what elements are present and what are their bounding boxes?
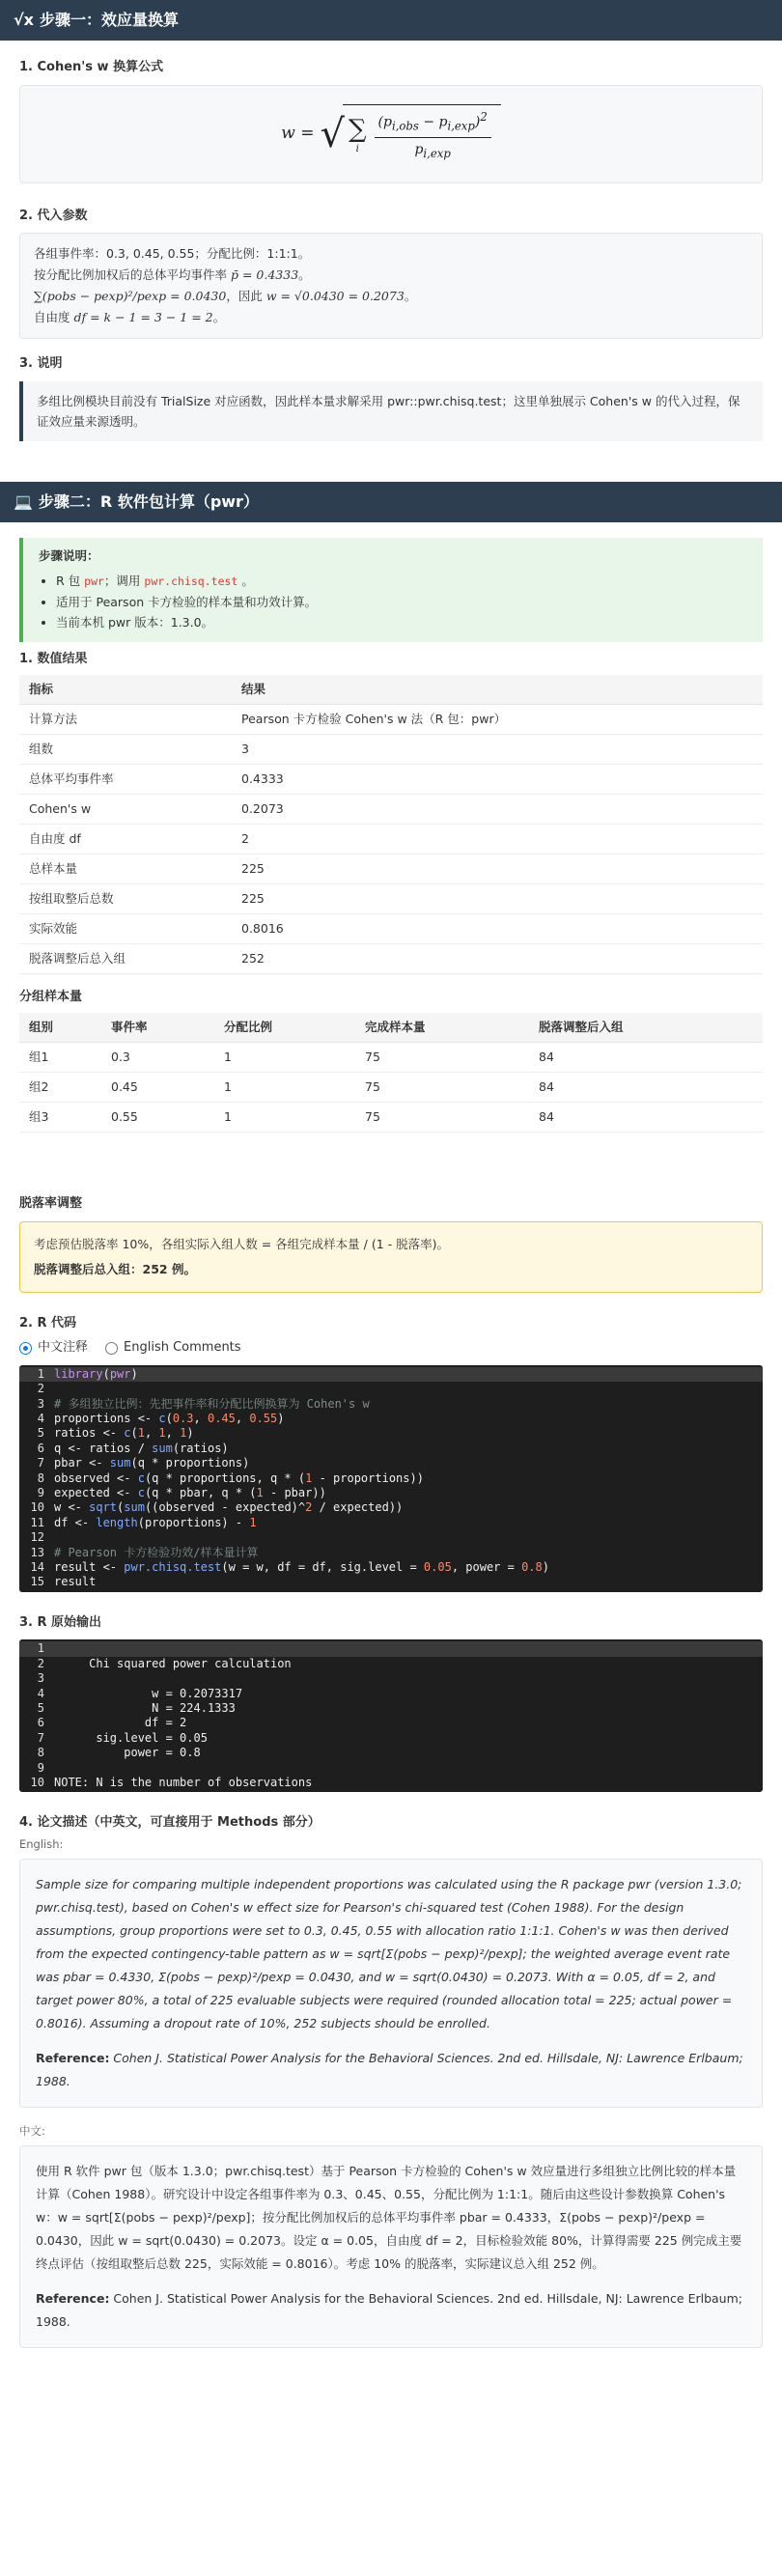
- group-header: 事件率: [101, 1013, 214, 1043]
- group-header: 组别: [19, 1013, 101, 1043]
- radio-chinese-label[interactable]: 中文注释: [38, 1340, 89, 1356]
- english-body: Sample size for comparing multiple independent proportions was calculated using the R package pwr (version 1.3.0; pwr.chisq.test), based on Cohen's w effect size for Pearson's chi-squared test (Cohen 1988). For the design assumptions, group proportions were set to 0.3, 0.45, 0.55 with allocation ratio 1:1:1. Cohen's w was then derived from the expected contingency-table pattern as w = sqrt[Σ(pobs − pexp)²/pexp]; the weighted average event rate was pbar = 0.4330, Σ(pobs − pexp)²/pexp = 0.0430, and w = sqrt(0.0430) = 0.2073. With α = 0.05, df = 2, and target power 80%, a total of 225 evaluable subjects were required (rounded allocation total = 225; actual power = 0.8016). Assuming a dropout rate of 10%, 252 subjects should be enrolled.: [36, 1877, 742, 2031]
- step-info-item: • R 包 pwr；调用 pwr.chisq.test 。: [56, 571, 747, 592]
- table-row: 脱落调整后总入组 252: [19, 944, 763, 974]
- table-row: 按组取整后总数 225: [19, 884, 763, 914]
- radio-chinese[interactable]: [19, 1342, 32, 1355]
- code-subtitle: 2. R 代码: [19, 1315, 77, 1330]
- table-row: 计算方法 Pearson 卡方检验 Cohen's w 法（R 包：pwr）: [19, 705, 763, 735]
- formula-subtitle: 1. Cohen's w 换算公式: [19, 60, 164, 74]
- results-header: 结果: [232, 675, 763, 705]
- table-row: 总体平均事件率 0.4333: [19, 765, 763, 795]
- table-row: 组3 0.55 1 75 84: [19, 1103, 763, 1133]
- note-subtitle: 3. 说明: [19, 356, 63, 371]
- english-description: [19, 1859, 763, 2108]
- chinese-reference: Reference: Cohen J. Statistical Power Analysis for the Behavioral Sciences. 2nd ed. Hillsdale, NJ: Lawrence Erlbaum; 1988.: [36, 2291, 742, 2330]
- dropout-line-1: 考虑预估脱落率 10%，各组实际入组人数 = 各组完成样本量 / (1 - 脱落率)。: [34, 1236, 449, 1251]
- params-line-1: 各组事件率：0.3, 0.45, 0.55；分配比例：1:1:1。: [34, 246, 311, 261]
- r-code-editor[interactable]: 1 library(pwr) 2 3 # 多组独立比例：先把事件率和分配比例换算为 Cohen's w 4 proportions <- c(0.3, 0.45, 0.55) 5 ratios <- c(1, 1, 1) 6 q <- ratios / sum(ratios) 7 pbar <- sum(q * proportions) 8 observed <- c(q * proportions, q * (1 - proportions)) 9 expected <- c(q * pbar, q * (1 - pbar)) 10 w <- sqrt(sum((observed - expected)^2 / expected)) 11 df <- length(proportions) - 1 12 13 # Pearson 卡方检验功效/样本量计算 14 result <- pwr.chisq.test(w = w, df = df, sig.level = 0.05, power = 0.8) 15 result: [19, 1365, 763, 1592]
- group-header: 分配比例: [214, 1013, 355, 1043]
- paper-subtitle: 4. 论文描述（中英文，可直接用于 Methods 部分）: [19, 1815, 321, 1831]
- dropout-subtitle: 脱落率调整: [19, 1196, 83, 1212]
- chinese-label: 中文:: [19, 2124, 45, 2139]
- table-row: 组数 3: [19, 735, 763, 765]
- params-box: [19, 233, 763, 339]
- params-line-3: ∑(pobs − pexp)²/pexp = 0.0430，因此 w = √0.0430 = 0.2073。: [34, 289, 417, 303]
- radio-english-label[interactable]: English Comments: [124, 1340, 241, 1356]
- dropout-box: [19, 1221, 763, 1293]
- group-table: [19, 1013, 763, 1134]
- step1-title: 步骤一：效应量换算: [40, 11, 180, 29]
- formula-fraction: $\frac{(p_{i,obs} - p_{i,exp})^2}{p_{i,exp}}$: [375, 109, 491, 162]
- comment-language-toggle: [19, 1338, 763, 1358]
- sqrt-body: [343, 104, 501, 162]
- sum-sign: ∑ i: [348, 114, 367, 154]
- params-subtitle: 2. 代入参数: [19, 208, 88, 223]
- table-row: 总样本量 225: [19, 854, 763, 884]
- pkg-code: pwr: [84, 574, 104, 589]
- params-line-2: 按分配比例加权后的总体平均事件率 p̄ = 0.4333。: [34, 267, 311, 282]
- english-reference: Reference: Cohen J. Statistical Power Analysis for the Behavioral Sciences. 2nd ed. Hillsdale, NJ: Lawrence Erlbaum; 1988.: [36, 2051, 743, 2089]
- r-output-console: 1 2 Chi squared power calculation 3 4 w = 0.2073317 5 N = 224.1333 6 df = 2 7 sig.level = 0.05 8 power = 0.8 9 10 NOTE: N is the number of observations: [19, 1639, 763, 1792]
- step-info-item: • 当前本机 pwr 版本：1.3.0。: [56, 612, 747, 632]
- step2-header: [0, 482, 782, 522]
- formula-box: [19, 85, 763, 183]
- group-header: 完成样本量: [355, 1013, 529, 1043]
- chinese-description: [19, 2145, 763, 2348]
- params-line-4: 自由度 df = k − 1 = 3 − 1 = 2。: [34, 310, 226, 324]
- sqrt-icon: √x: [14, 11, 34, 29]
- output-subtitle: 3. R 原始输出: [19, 1614, 102, 1630]
- step1-header: [0, 0, 782, 41]
- table-row: Cohen's w 0.2073: [19, 795, 763, 825]
- table-row: 组2 0.45 1 75 84: [19, 1073, 763, 1103]
- results-table: [19, 675, 763, 975]
- results-subtitle: 1. 数值结果: [19, 652, 88, 667]
- group-header: 脱落调整后入组: [529, 1013, 763, 1043]
- note-box: 多组比例模块目前没有 TrialSize 对应函数，因此样本量求解采用 pwr::pwr.chisq.test；这里单独展示 Cohen's w 的代入过程，保证效应量来源透明。: [19, 381, 763, 441]
- fn-code: pwr.chisq.test: [144, 574, 238, 589]
- table-row: 实际效能 0.8016: [19, 914, 763, 944]
- english-label: English:: [19, 1836, 64, 1851]
- step2-title: 步骤二：R 软件包计算（pwr）: [38, 491, 259, 511]
- step-info-item: • 适用于 Pearson 卡方检验的样本量和功效计算。: [56, 592, 747, 612]
- sqrt-sign: √: [320, 111, 345, 156]
- chinese-body: 使用 R 软件 pwr 包（版本 1.3.0；pwr.chisq.test）基于 Pearson 卡方检验的 Cohen's w 效应量进行多组独立比例比较的样本量计算（Cohen 1988）。研究设计中设定各组事件率为 0.3、0.45、0.55，分配比例为 1:1:1。随后由这些设计参数换算 Cohen's w：w = sqrt[Σ(pobs − pexp)²/pexp]；按分配比例加权后的总体平均事件率 pbar = 0.4333，Σ(pobs − pexp)²/pexp = 0.0430，因此 w = sqrt(0.0430) = 0.2073。设定 α = 0.05，自由度 df = 2，目标检验效能 80%，计算得需要 225 例完成主要终点评估（按组取整后总数 225，实际效能 = 0.8016）。考虑 10% 的脱落率，实际建议总入组 252 例。: [36, 2164, 742, 2272]
- step-info-box: [19, 538, 763, 643]
- group-subtitle: 分组样本量: [19, 990, 83, 1005]
- step-info-title: 步骤说明：: [39, 547, 99, 563]
- laptop-icon: 💻: [14, 491, 33, 511]
- dropout-line-2: 脱落调整后总入组：252 例。: [34, 1261, 196, 1276]
- table-row: 组1 0.3 1 75 84: [19, 1043, 763, 1073]
- formula-lhs: w =: [281, 123, 315, 143]
- radio-english[interactable]: [105, 1342, 118, 1355]
- results-header: 指标: [19, 675, 232, 705]
- table-row: 自由度 df 2: [19, 825, 763, 854]
